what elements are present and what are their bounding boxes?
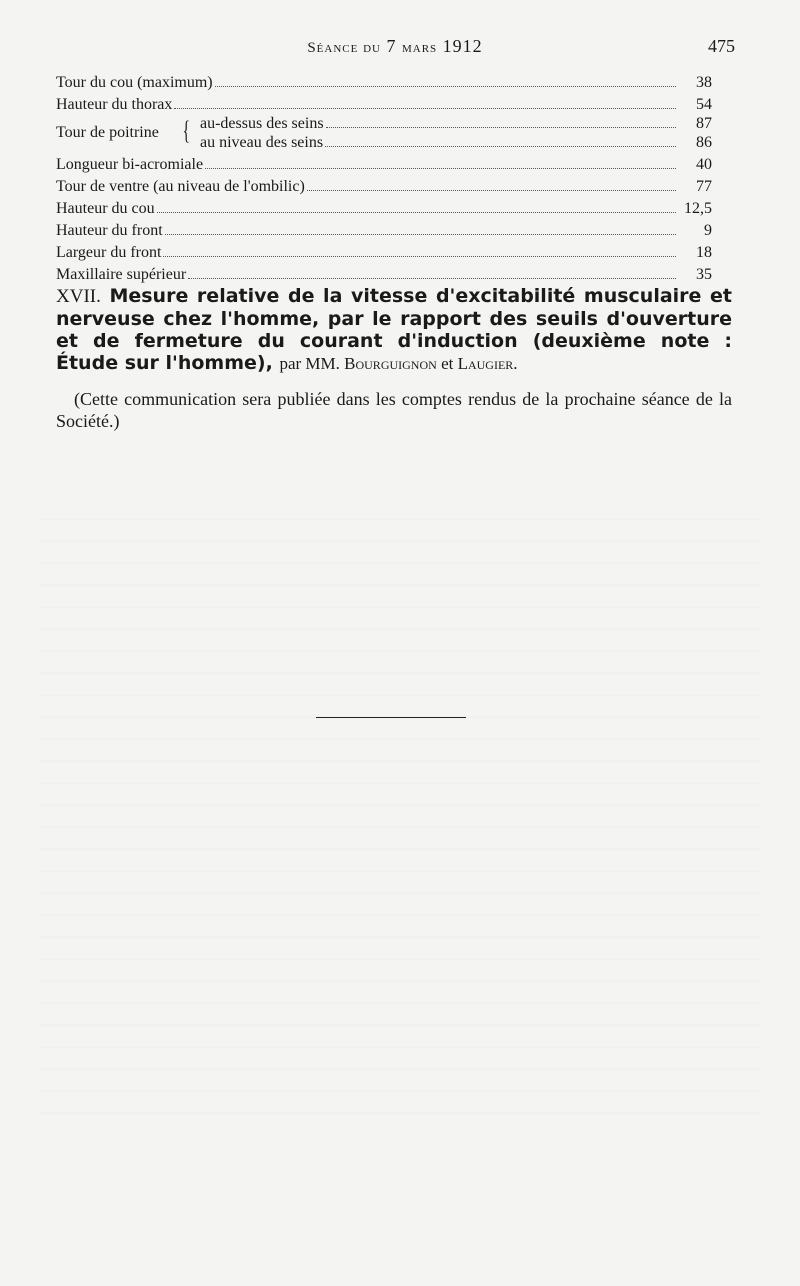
publication-note: (Cette communication sera publiée dans les comptes rendus de la prochaine séance de la Société.) [56,389,732,431]
measure-value: 38 [696,74,712,91]
running-title-prefix: Séance du [307,40,381,56]
measure-label: Maxillaire supérieur [56,266,187,283]
author-name: Bourguignon [344,354,437,373]
page-header [55,36,735,60]
measure-row [56,152,712,174]
measure-row [56,196,712,218]
measure-group-label: Tour de poitrine [56,124,159,141]
measure-row [56,240,712,262]
measure-label: Tour du cou (maximum) [56,74,213,91]
measure-row [56,92,712,114]
dot-leader [325,146,676,147]
measure-value: 87 [696,115,712,132]
measure-label: au niveau des seins [200,134,324,151]
running-title-month: mars [401,40,438,56]
dot-leader [163,255,676,257]
dot-leader [205,167,676,169]
dot-leader [326,127,676,128]
measure-value: 77 [696,178,712,195]
dot-leader [188,277,676,279]
section-end-rule [316,717,466,718]
measure-label: Hauteur du front [56,222,163,239]
dot-leader [157,211,676,213]
measure-value: 18 [696,244,712,261]
measure-label: Tour de ventre (au niveau de l'ombilic) [56,178,305,195]
section-byline [279,354,517,373]
running-title-year: 1912 [442,36,483,56]
measure-row [56,174,712,196]
measure-row [56,218,712,240]
dot-leader [215,85,676,87]
measure-row [56,262,712,284]
measure-value: 86 [696,134,712,151]
dot-leader [174,107,676,109]
section-title: Mesure relative de la vitesse d'excitabilité musculaire et nerveuse chez l'homme, par le rapport des seuils d'ouverture et de fermeture du courant d'induction (deuxième note : Étude sur l'homme), [56,285,732,374]
byline-conjunction: et [441,354,454,373]
running-title-day: 7 [386,36,397,56]
byline-prefix: par MM. [279,354,340,373]
measurements-table [56,70,712,284]
measure-value: 12,5 [684,200,712,217]
measure-label: Hauteur du thorax [56,96,173,113]
measure-subrow [200,133,712,152]
author-name: Laugier. [457,354,518,373]
measure-group-poitrine [56,114,712,152]
dot-leader [165,233,676,235]
measure-label: au-dessus des seins [200,115,324,132]
dot-leader [307,189,676,191]
measure-label: Hauteur du cou [56,200,155,217]
measure-subrow [200,114,712,133]
measure-row [56,70,712,92]
measure-value: 54 [696,96,712,113]
measure-value: 9 [704,222,712,239]
brace-glyph: { [182,116,190,145]
section-heading [56,285,732,375]
show-through-texture [40,500,760,1120]
section-number: XVII. [56,286,101,307]
measure-value: 40 [696,156,712,173]
measure-label: Largeur du front [56,244,162,261]
measure-value: 35 [696,266,712,283]
running-title [55,36,735,57]
measure-label: Longueur bi-acromiale [56,156,204,173]
page-number: 475 [708,36,735,56]
